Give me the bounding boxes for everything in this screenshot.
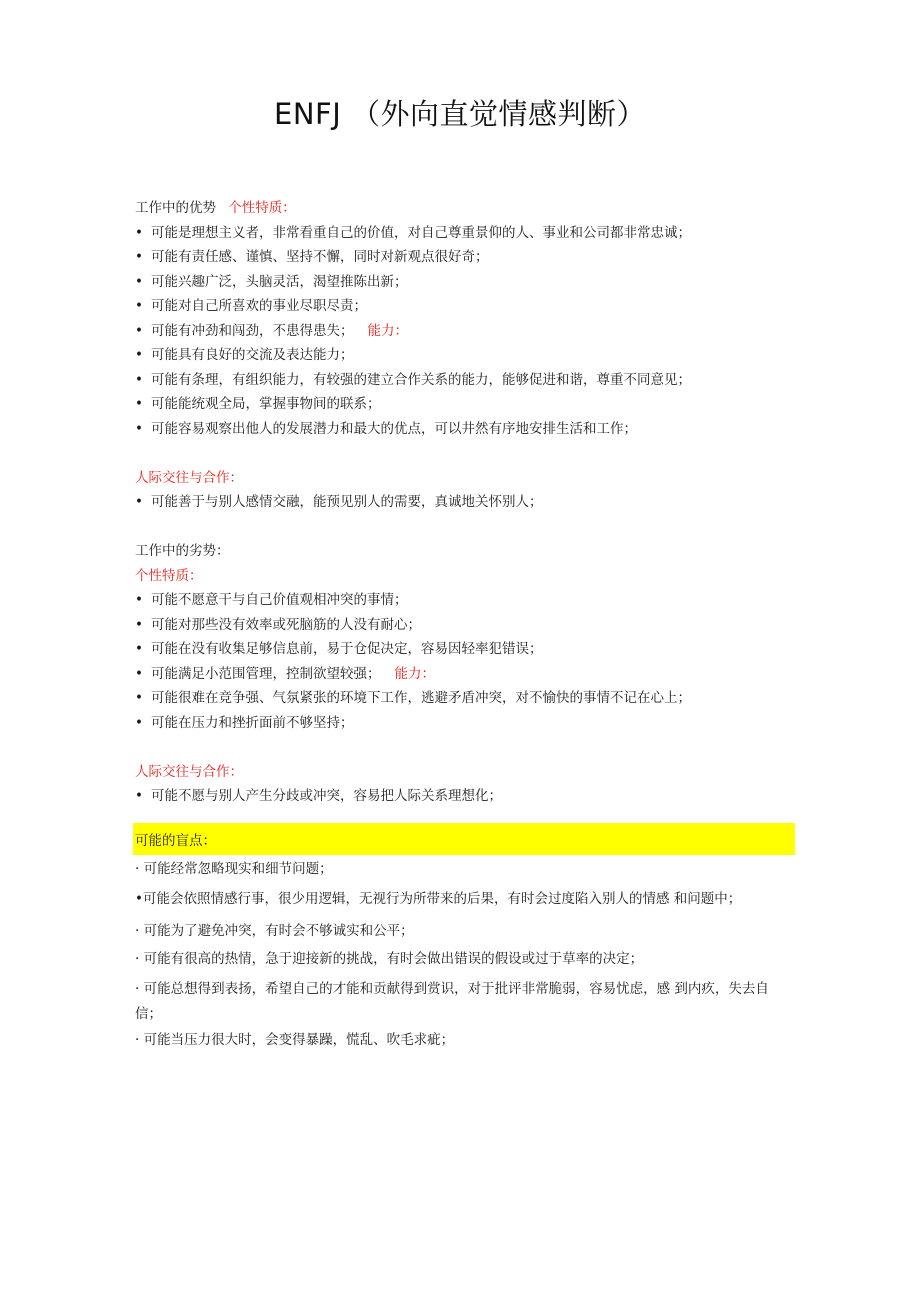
list-item: • 可能兴趣广泛，头脑灵活，渴望推陈出新； [135,270,795,295]
bullet-icon: • [135,322,143,339]
list-item: · 可能为了避免冲突，有时会不够诚实和公平； [135,923,414,939]
bullet-icon: • [135,224,143,241]
blindspots-heading: 可能的盲点： [133,823,795,855]
bullet-icon: • [135,347,143,363]
list-item: • 可能在没有收集足够信息前，易于仓促决定，容易因轻率犯错误； [135,637,795,662]
list-item: • 可能不愿与别人产生分歧或冲突，容易把人际关系理想化； [135,784,795,809]
bullet-icon: • [135,714,143,731]
list-item: · 可能经常忽略现实和细节问题； [135,860,333,877]
bullet-icon: • [135,273,143,290]
page-title: ENFJ （外向直觉情感判断） [274,97,646,131]
bullet-icon: • [135,665,143,682]
list-item: •可能会依照情感行事，很少用逻辑，无视行为所带来的后果，有时会过度陷入别人的情感 和问题中； [135,890,742,907]
list-item: • 可能不愿意干与自己价值观相冲突的事情； [135,588,795,613]
bullet-icon: • [135,298,143,314]
strengths-interpersonal-label: 人际交往与合作： [135,469,243,486]
list-item: • 可能有冲劲和闯劲，不患得患失； 能力： [135,319,795,344]
strengths-ability-label: 能力： [367,322,408,339]
weaknesses-interpersonal-label: 人际交往与合作： [135,763,243,780]
list-item: • 可能很难在竞争强、气氛紧张的环境下工作，逃避矛盾冲突，对不愉快的事情不记在心上； [135,686,795,711]
bullet-icon: • [135,249,143,265]
list-item: • 可能在压力和挫折面前不够坚持； [135,711,795,736]
list-item: • 可能满足小范围管理，控制欲望较强； 能力： [135,662,795,687]
strengths-heading: 工作中的优势 [135,200,216,216]
bullet-icon: • [135,420,143,437]
strengths-heading-line [135,196,795,221]
spacer [135,735,795,760]
list-item: • 可能对那些没有效率或死脑筋的人没有耐心； [135,613,795,638]
list-item: · 可能当压力很大时，会变得暴躁，慌乱、吹毛求疵； [135,1032,455,1048]
spacer [135,515,795,540]
strengths-personality-label: 个性特质： [228,200,296,216]
weaknesses-personality-label: 个性特质： [135,567,203,584]
bullet-icon: • [135,592,143,608]
spacer [135,809,795,823]
bullet-icon: • [135,788,143,804]
list-item: • 可能容易观察出他人的发展潜力和最大的优点，可以井然有序地安排生活和工作； [135,417,795,442]
list-item: • 可能有责任感、谨慎、坚持不懈，同时对新观点很好奇； [135,245,795,270]
list-item: • 可能有条理，有组织能力，有较强的建立合作关系的能力，能够促进和谐，尊重不同意见； [135,368,795,393]
bullet-icon: • [135,690,143,706]
list-item: • 可能对自己所喜欢的事业尽职尽责； [135,294,795,319]
bullet-icon: • [135,641,143,657]
bullet-icon: • [135,616,143,633]
bullet-icon: • [135,396,143,412]
weaknesses-heading: 工作中的劣势： [135,543,230,559]
document-body [135,196,795,1054]
list-item: • 可能是理想主义者，非常看重自己的价值，对自己尊重景仰的人、事业和公司都非常忠诚； [135,221,795,246]
bullet-icon: • [135,371,143,388]
spacer [135,441,795,466]
weaknesses-ability-label: 能力： [394,665,435,682]
list-item: • 可能善于与别人感情交融，能预见别人的需要，真诚地关怀别人； [135,490,795,515]
list-item: · 可能有很高的热情，急于迎接新的挑战，有时会做出错误的假设或过于草率的决定； [135,951,644,967]
list-item: • 可能具有良好的交流及表达能力； [135,343,795,368]
bullet-icon: • [135,494,143,510]
list-item: • 可能能统观全局，掌握事物间的联系； [135,392,795,417]
list-item: · 可能总想得到表扬，希望自己的才能和贡献得到赏识，对于批评非常脆弱，容易忧虑，感 到内疚，失去自信； [135,981,769,1022]
